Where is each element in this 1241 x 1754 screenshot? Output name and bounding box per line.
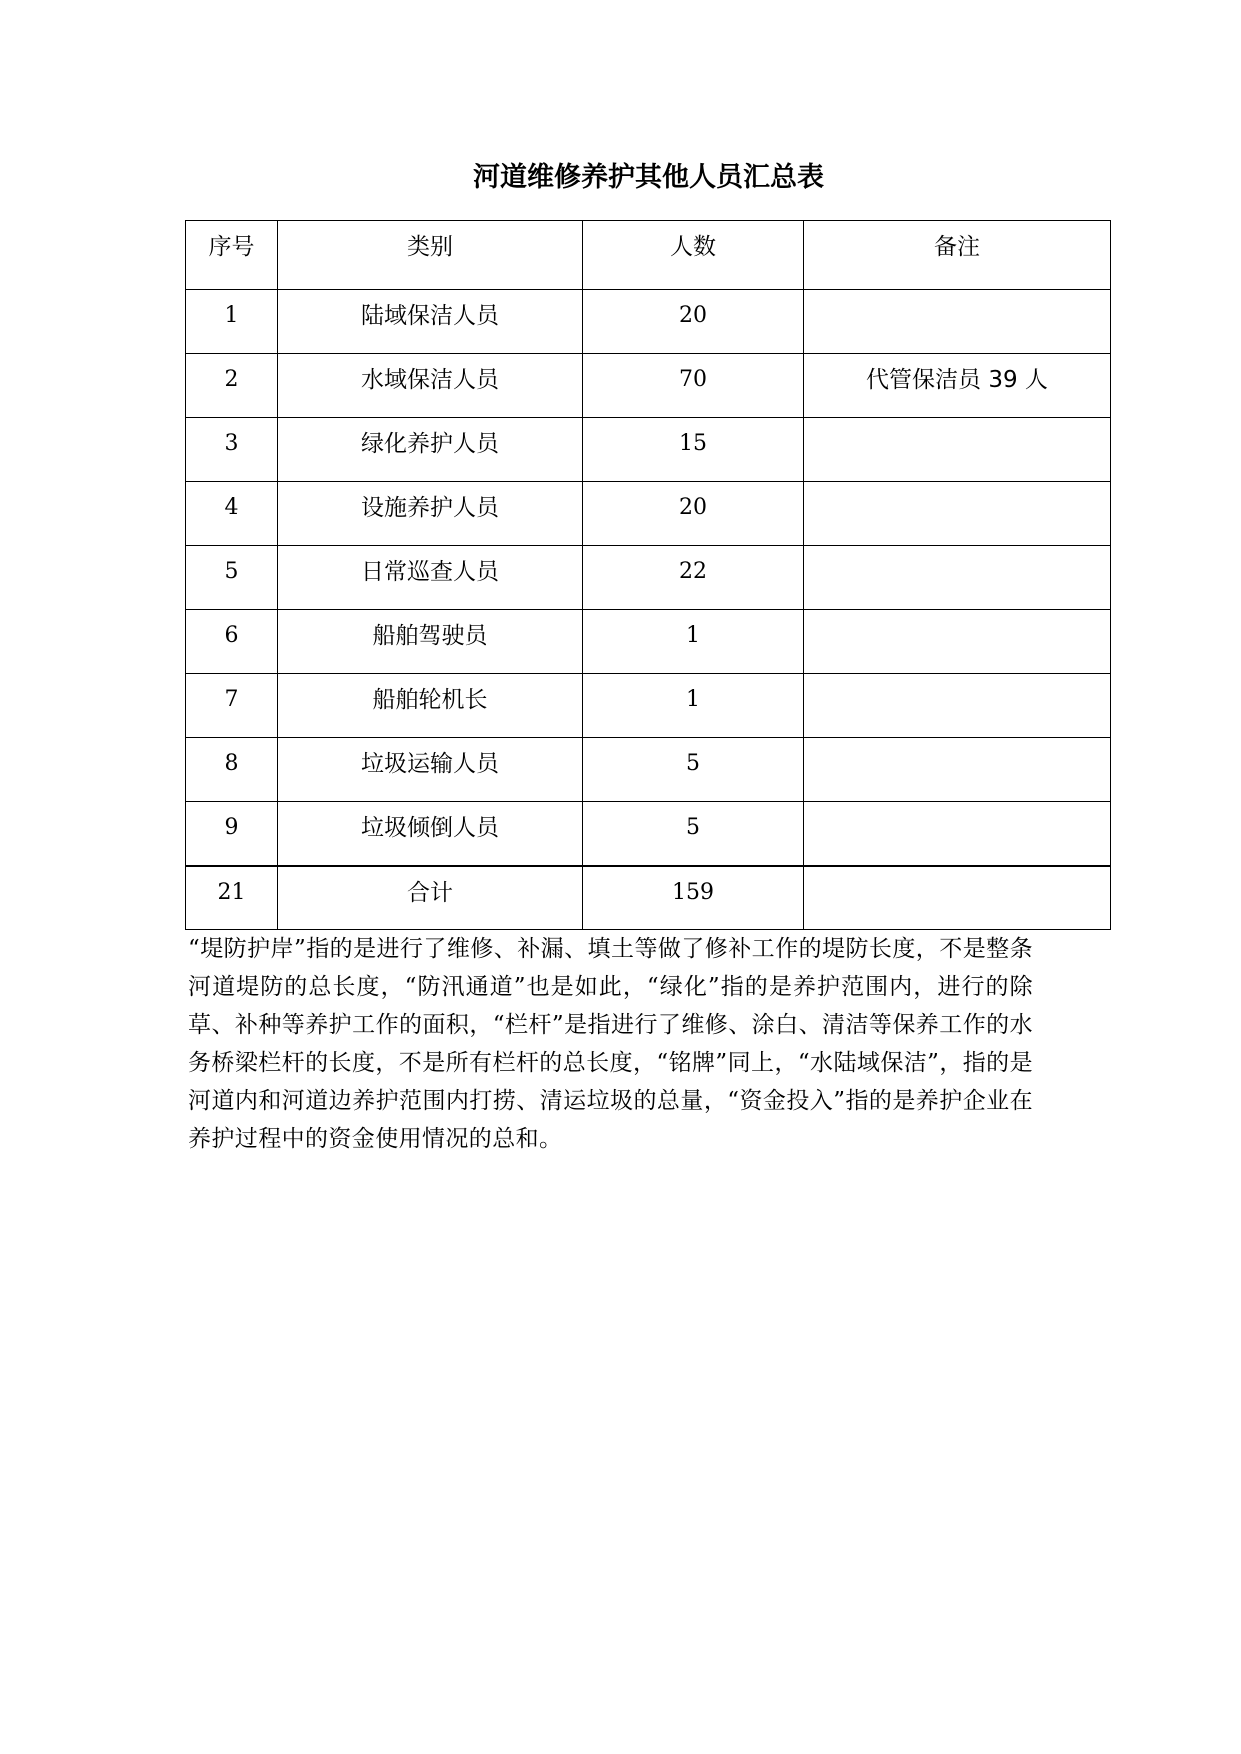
- row-index: 6: [186, 610, 278, 674]
- header-category: 类别: [278, 221, 583, 290]
- table-row: [186, 738, 1111, 802]
- row-note: 代管保洁员 39 人: [804, 354, 1111, 418]
- row-category: 垃圾运输人员: [278, 738, 583, 802]
- header-index: 序号: [186, 221, 278, 290]
- row-category: 船舶驾驶员: [278, 610, 583, 674]
- row-index: 1: [186, 290, 278, 354]
- row-index: 4: [186, 482, 278, 546]
- page-title: 河道维修养护其他人员汇总表: [473, 162, 824, 193]
- table-row: [186, 290, 1111, 354]
- table-row: [186, 674, 1111, 738]
- row-index: 7: [186, 674, 278, 738]
- table-total-row: [186, 866, 1111, 930]
- row-note: [804, 546, 1111, 610]
- total-index: 21: [186, 866, 278, 930]
- row-count: 20: [583, 482, 804, 546]
- row-note: [804, 290, 1111, 354]
- row-index: 8: [186, 738, 278, 802]
- row-count: 70: [583, 354, 804, 418]
- table-row: [186, 610, 1111, 674]
- row-count: 1: [583, 674, 804, 738]
- row-count: 5: [583, 738, 804, 802]
- table-header-row: [186, 221, 1111, 290]
- row-count: 5: [583, 802, 804, 866]
- header-count: 人数: [583, 221, 804, 290]
- row-count: 20: [583, 290, 804, 354]
- table-row: [186, 546, 1111, 610]
- row-note: [804, 674, 1111, 738]
- row-note: [804, 610, 1111, 674]
- row-category: 设施养护人员: [278, 482, 583, 546]
- table-row: [186, 482, 1111, 546]
- row-category: 船舶轮机长: [278, 674, 583, 738]
- row-category: 水域保洁人员: [278, 354, 583, 418]
- explanation-paragraph: “堤防护岸”指的是进行了维修、补漏、填土等做了修补工作的堤防长度，不是整条河道堤防的总长度，“防汛通道”也是如此，“绿化”指的是养护范围内，进行的除草、补种等养护工作的面积，“栏杆”是指进行了维修、涂白、清洁等保养工作的水务桥梁栏杆的长度，不是所有栏杆的总长度，“铭牌”同上，“水陆域保洁”，指的是河道内和河道边养护范围内打捞、清运垃圾的总量，“资金投入”指的是养护企业在养护过程中的资金使用情况的总和。: [188, 936, 1033, 1152]
- row-index: 9: [186, 802, 278, 866]
- row-index: 2: [186, 354, 278, 418]
- header-note: 备注: [804, 221, 1111, 290]
- table-row: [186, 354, 1111, 418]
- row-count: 1: [583, 610, 804, 674]
- table-row: [186, 418, 1111, 482]
- row-category: 垃圾倾倒人员: [278, 802, 583, 866]
- table-row: [186, 802, 1111, 866]
- row-category: 日常巡查人员: [278, 546, 583, 610]
- summary-table: [185, 220, 1111, 930]
- total-category: 合计: [278, 866, 583, 930]
- total-note: [804, 866, 1111, 930]
- row-note: [804, 738, 1111, 802]
- total-count: 159: [583, 866, 804, 930]
- row-note: [804, 802, 1111, 866]
- row-note: [804, 418, 1111, 482]
- row-count: 22: [583, 546, 804, 610]
- row-index: 5: [186, 546, 278, 610]
- row-index: 3: [186, 418, 278, 482]
- row-count: 15: [583, 418, 804, 482]
- row-category: 陆域保洁人员: [278, 290, 583, 354]
- row-category: 绿化养护人员: [278, 418, 583, 482]
- row-note: [804, 482, 1111, 546]
